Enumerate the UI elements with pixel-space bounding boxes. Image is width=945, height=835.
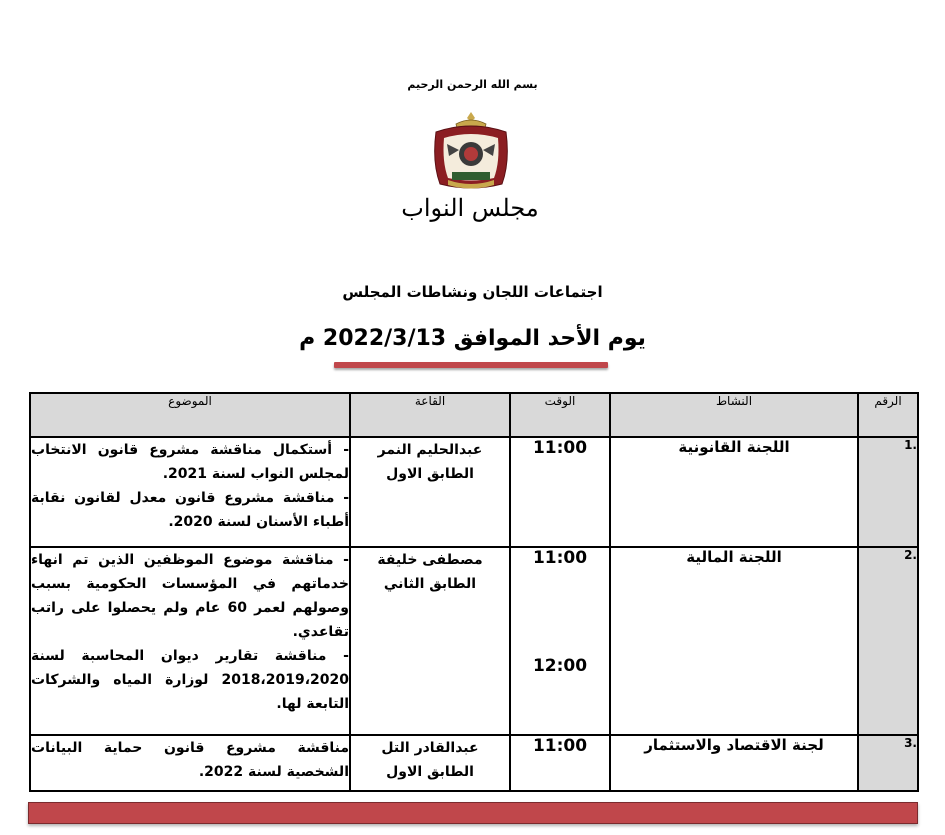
row-activity: اللجنة المالية bbox=[610, 547, 858, 735]
header-topic: الموضوع bbox=[30, 393, 350, 437]
time-second: 12:00 bbox=[532, 656, 588, 676]
room-name: مصطفى خليفة bbox=[377, 552, 483, 568]
room-name: عبدالقادر التل bbox=[381, 740, 479, 756]
page-subtitle: اجتماعات اللجان ونشاطات المجلس bbox=[342, 283, 603, 301]
footer-bar bbox=[28, 802, 918, 824]
council-name-logotype: مجلس النواب bbox=[401, 194, 539, 222]
page-title-date: يوم الأحد الموافق 2022/3/13 م bbox=[299, 326, 646, 351]
basmala: بسم الله الرحمن الرحيم bbox=[407, 78, 538, 91]
row-activity: اللجنة القانونية bbox=[610, 437, 858, 547]
room-name: عبدالحليم النمر bbox=[377, 442, 483, 458]
header-time: الوقت bbox=[510, 393, 610, 437]
room-floor: الطابق الثاني bbox=[383, 576, 477, 592]
row-topic: مناقشة مشروع قانون حماية البيانات الشخصية لسنة 2022. bbox=[30, 735, 350, 791]
room-floor: الطابق الاول bbox=[386, 764, 474, 780]
coat-of-arms-logo bbox=[428, 110, 514, 192]
room-floor: الطابق الاول bbox=[386, 466, 474, 482]
header-room: القاعة bbox=[350, 393, 510, 437]
row-activity: لجنة الاقتصاد والاستثمار bbox=[610, 735, 858, 791]
row-room bbox=[350, 735, 510, 791]
time-start: 11:00 bbox=[532, 548, 588, 568]
row-num: 2. bbox=[858, 547, 918, 735]
row-time: 11:00 bbox=[510, 437, 610, 547]
schedule-table bbox=[29, 392, 919, 792]
row-time: 11:00 bbox=[510, 735, 610, 791]
row-room bbox=[350, 437, 510, 547]
row-topic: - مناقشة موضوع الموظفين الذين تم انهاء خدماتهم في المؤسسات الحكومية بسبب وصولهم لعمر 60 عام ولم يحصلوا على راتب تقاعدي. - مناقشة تقارير ديوان المحاسبة لسنة 2018،2019،2020 لوزارة المياه والشركات التابعة لها. bbox=[30, 547, 350, 735]
row-topic: - أستكمال مناقشة مشروع قانون الانتخاب لمجلس النواب لسنة 2021. - مناقشة مشروع قانون معدل لقانون نقابة أطباء الأسنان لسنة 2020. bbox=[30, 437, 350, 547]
row-time bbox=[510, 547, 610, 735]
table-header-row bbox=[30, 393, 918, 437]
title-underline bbox=[334, 362, 608, 368]
table-row bbox=[30, 735, 918, 791]
header-num: الرقم bbox=[858, 393, 918, 437]
header-activity: النشاط bbox=[610, 393, 858, 437]
row-num: 1. bbox=[858, 437, 918, 547]
row-num: 3. bbox=[858, 735, 918, 791]
table-row bbox=[30, 437, 918, 547]
table-row bbox=[30, 547, 918, 735]
row-room bbox=[350, 547, 510, 735]
